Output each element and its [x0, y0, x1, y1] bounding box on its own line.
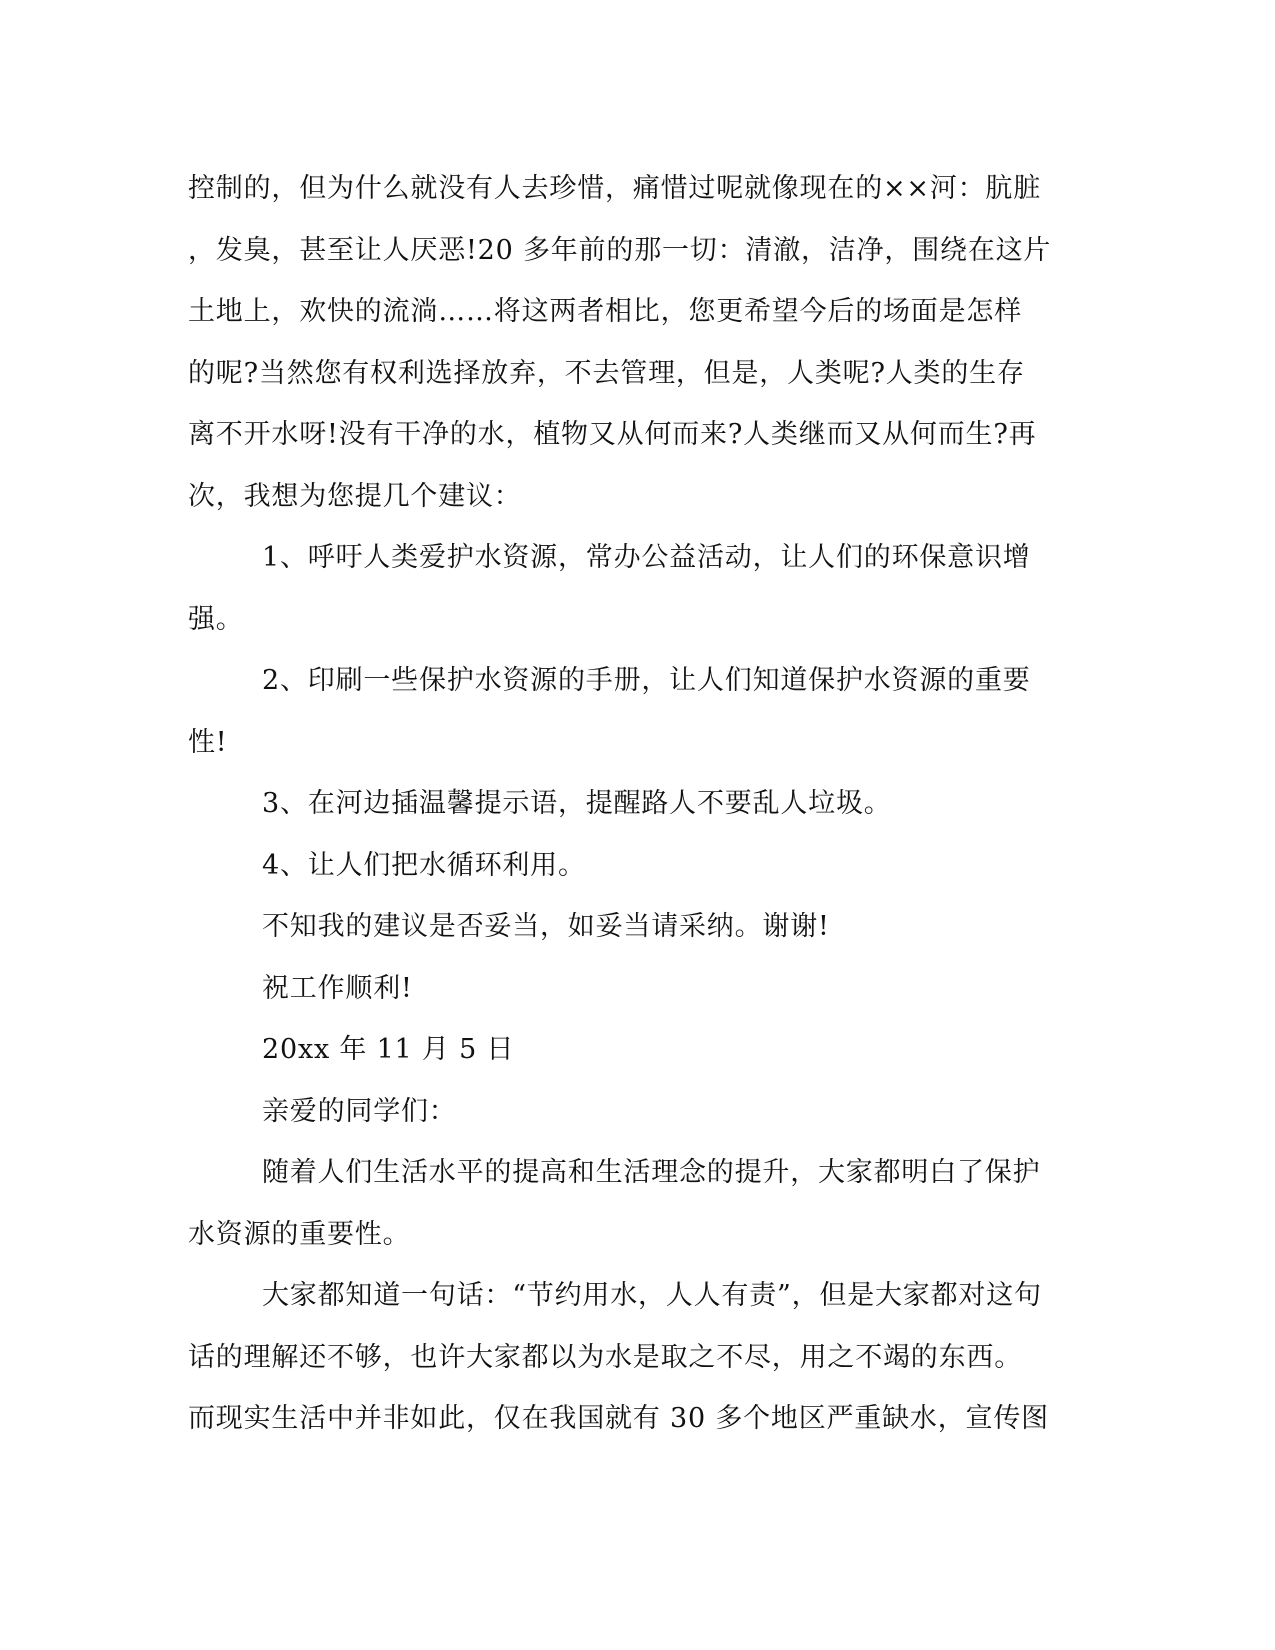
salutation: 祝工作顺利!: [262, 972, 413, 1004]
paragraph-line: 大家都知道一句话：“节约用水，人人有责”，但是大家都对这句: [262, 1280, 1042, 1311]
paragraph-line: 而现实生活中并非如此，仅在我国就有 30 多个地区严重缺水，宣传图: [188, 1403, 1049, 1434]
greeting: 亲爱的同学们：: [262, 1095, 457, 1127]
text-line: 强。: [188, 603, 244, 635]
closing-remark: 不知我的建议是否妥当，如妥当请采纳。谢谢!: [262, 911, 830, 942]
text-line: 控制的，但为什么就没有人去珍惜，痛惜过呢就像现在的××河：肮脏: [188, 173, 1042, 204]
text-line: ，发臭，甚至让人厌恶!20 多年前的那一切：清澈，洁净，围绕在这片: [188, 234, 1052, 266]
document-body: [188, 158, 1068, 1450]
suggestion-item-2: 2、印刷一些保护水资源的手册，让人们知道保护水资源的重要: [262, 665, 1031, 696]
suggestion-item-3: 3、在河边插温馨提示语，提醒路人不要乱人垃圾。: [262, 788, 892, 819]
letter-date: 20xx 年 11 月 5 日: [262, 1034, 515, 1065]
suggestion-item-1: 1、呼吁人类爱护水资源，常办公益活动，让人们的环保意识增: [262, 542, 1031, 573]
text-line: 性!: [188, 726, 228, 758]
text-line: 土地上，欢快的流淌……将这两者相比，您更希望今后的场面是怎样: [188, 296, 1022, 327]
suggestion-item-4: 4、让人们把水循环利用。: [262, 849, 586, 881]
paragraph-line: 随着人们生活水平的提高和生活理念的提升，大家都明白了保护: [262, 1157, 1041, 1188]
text-line: 离不开水呀!没有干净的水，植物又从何而来?人类继而又从何而生?再: [188, 419, 1037, 450]
text-line: 的呢?当然您有权利选择放弃，不去管理，但是，人类呢?人类的生存: [188, 357, 1025, 389]
paragraph-line: 水资源的重要性。: [188, 1218, 411, 1250]
paragraph-line: 话的理解还不够，也许大家都以为水是取之不尽，用之不竭的东西。: [188, 1341, 1022, 1373]
text-line: 次，我想为您提几个建议：: [188, 480, 522, 512]
